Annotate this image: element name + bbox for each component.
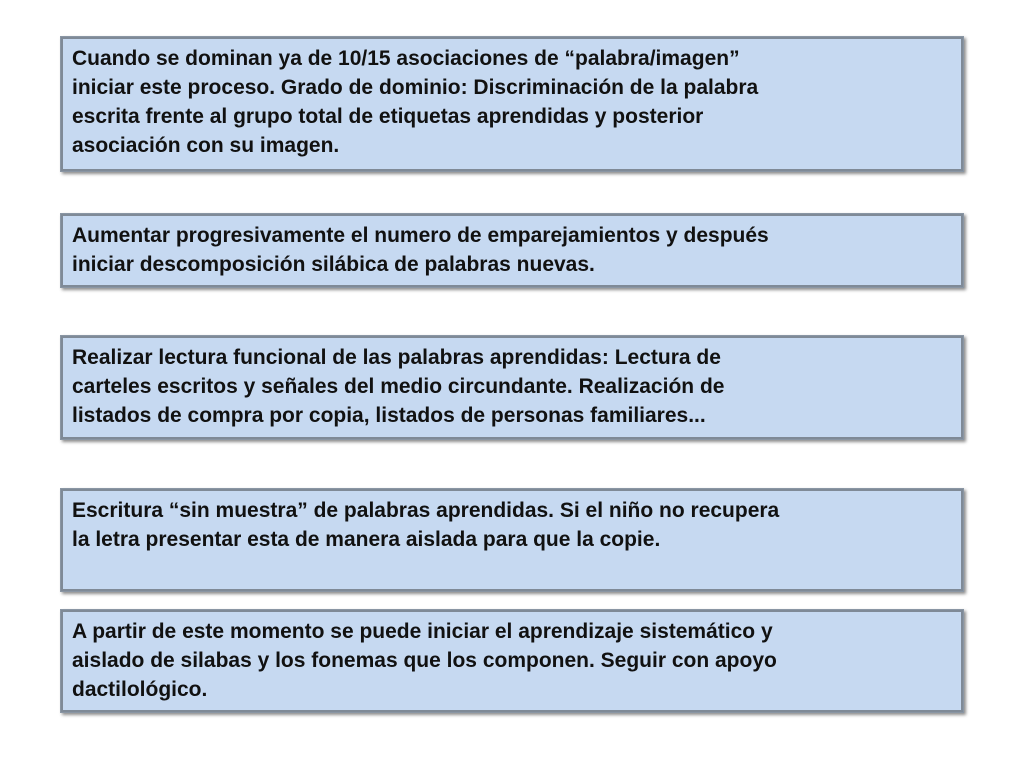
text-box-5-content: A partir de este momento se puede iniciar el aprendizaje sistemático y aislado de silabas y los fonemas que los componen. Seguir con apoyo dactilológico. xyxy=(72,620,777,701)
text-box-2-content: Aumentar progresivamente el numero de emparejamientos y después iniciar descomposición silábica de palabras nuevas. xyxy=(72,224,769,276)
text-box-3 xyxy=(60,335,964,440)
text-box-2 xyxy=(60,213,964,288)
text-box-1-content: Cuando se dominan ya de 10/15 asociaciones de “palabra/imagen” iniciar este proceso. Grado de dominio: Discriminación de la palabra escrita frente al grupo total de etiquetas aprendidas y posterior asociación con su imagen. xyxy=(72,47,759,157)
text-box-4-content: Escritura “sin muestra” de palabras aprendidas. Si el niño no recupera la letra presentar esta de manera aislada para que la copie. xyxy=(72,499,780,551)
text-box-3-content: Realizar lectura funcional de las palabras aprendidas: Lectura de carteles escritos y señales del medio circundante. Realización de listados de compra por copia, listados de personas familiares... xyxy=(72,346,725,427)
text-box-4 xyxy=(60,488,964,592)
text-box-5 xyxy=(60,609,964,713)
text-box-1 xyxy=(60,36,964,172)
